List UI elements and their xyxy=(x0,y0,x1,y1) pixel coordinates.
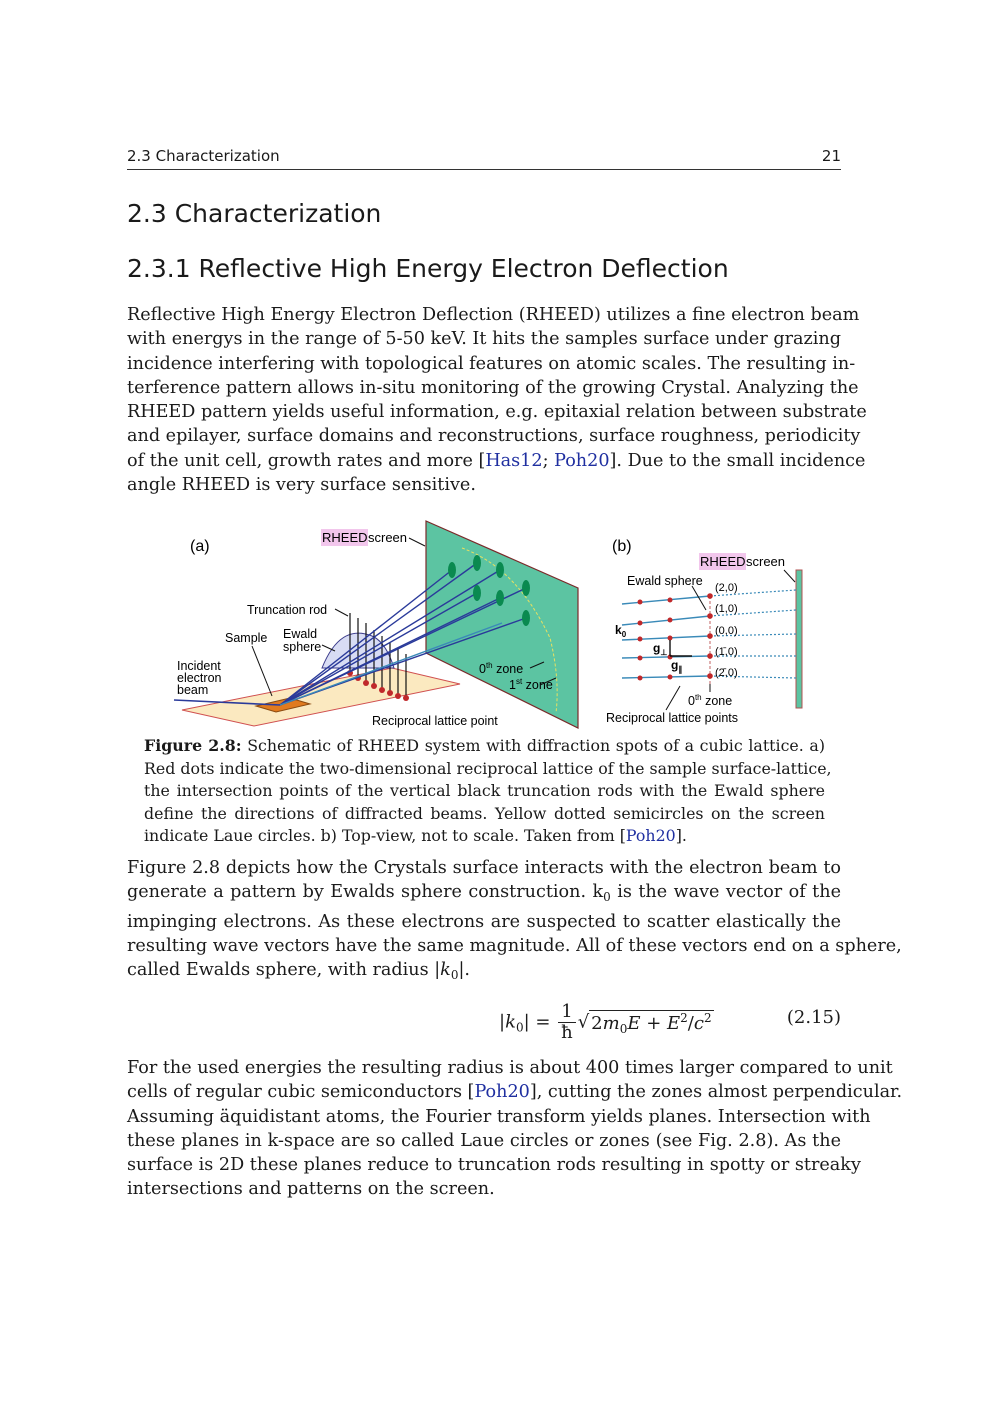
panel-b-label: (b) xyxy=(612,538,632,555)
panel-b xyxy=(606,538,802,725)
rheed-label: RHEED xyxy=(322,530,368,545)
ewald-sphere-label-b: Ewald sphere xyxy=(627,574,703,588)
equation-2-15 xyxy=(127,990,841,1043)
text-line: with energys in the range of 5-50 keV. It hits the samples surface under grazing xyxy=(127,329,841,350)
text-line: resulting wave vectors have the same magnitude. All of these vectors end on a sphere, xyxy=(127,935,902,956)
subsection-title: 2.3.1 Reflective High Energy Electron Deflection xyxy=(127,254,729,283)
text-line: Figure 2.8 depicts how the Crystals surface interacts with the electron beam to xyxy=(127,858,841,878)
text-line: Reflective High Energy Electron Deflection (RHEED) utilizes a fine electron beam xyxy=(127,305,860,325)
truncation-rod-label: Truncation rod xyxy=(247,603,328,617)
caption-line: the intersection points of the vertical black truncation rods with the Ewald sphere xyxy=(144,781,825,801)
text-line: impinging electrons. As these electrons are suspected to scatter elastically the xyxy=(127,911,841,932)
caption-label: Figure 2.8: xyxy=(144,736,242,755)
incident-label-2: electron xyxy=(177,671,222,685)
caption-line: indicate Laue circles. b) Top-view, not to scale. Taken from [Poh20]. xyxy=(144,826,687,846)
index-m2-0: (2̄,0) xyxy=(715,667,738,679)
zone0-label: 0th zone xyxy=(479,661,524,676)
screen-label: screen xyxy=(368,530,408,545)
sample-label: Sample xyxy=(225,631,268,645)
incident-label-3: beam xyxy=(177,683,209,697)
beams-b xyxy=(622,596,710,678)
screen-label-b: screen xyxy=(746,554,786,569)
panel-a-label: (a) xyxy=(190,538,210,555)
text-line: For the used energies the resulting radius is about 400 times larger compared to unit xyxy=(127,1058,893,1078)
text-line: terference pattern allows in-situ monitoring of the growing Crystal. Analyzing the xyxy=(127,377,859,398)
text-line: of the unit cell, growth rates and more [Has12; Poh20]. Due to the small incidence xyxy=(127,450,866,471)
zone1-label: 1st zone xyxy=(509,677,553,692)
paragraph-laue xyxy=(127,1056,903,1202)
index-1-0: (1,0) xyxy=(715,603,738,615)
text-line: these planes in k-space are so called Laue circles or zones (see Fig. 2.8). As the xyxy=(127,1130,841,1151)
text-line: and epilayer, surface domains and reconstructions, surface roughness, periodicity xyxy=(127,426,861,447)
citation-link[interactable]: Has12 xyxy=(485,450,543,471)
citation-link[interactable]: Poh20 xyxy=(554,450,610,471)
panel-a xyxy=(174,521,578,728)
incident-label-1: Incident xyxy=(177,659,221,673)
reciprocal-lattice-point-label: Reciprocal lattice point xyxy=(372,714,498,728)
text-line: incidence interfering with topological features on atomic scales. The resulting in- xyxy=(127,353,856,374)
text-line: angle RHEED is very surface sensitive. xyxy=(127,475,476,496)
ewald-label-1: Ewald xyxy=(283,627,318,641)
text-line: called Ewalds sphere, with radius $|k_0|$. xyxy=(127,960,471,983)
rheed-label-b: RHEED xyxy=(700,554,746,569)
section-title: 2.3 Characterization xyxy=(127,199,382,228)
fraction: $\frac{1}{ħ}$ xyxy=(558,1002,575,1043)
text-line: intersections and patterns on the screen. xyxy=(127,1179,495,1200)
paragraph-rheed-intro xyxy=(127,303,867,497)
running-header-title: 2.3 Characterization xyxy=(127,147,280,165)
caption-line: Figure 2.8: Schematic of RHEED system with diffraction spots of a cubic lattice. a) xyxy=(144,736,826,755)
index-2-0: (2,0) xyxy=(715,582,738,594)
index-m1-0: (1̄,0) xyxy=(715,646,738,658)
equation-body: $|k_0|$ = $\frac{1}{ħ}$ √ $2m_0E + E^2/c^2$ xyxy=(499,1001,712,1043)
ewald-label-2: sphere xyxy=(283,640,322,654)
text-line: surface is 2D these planes reduce to truncation rods resulting in spotty or streaky xyxy=(127,1155,861,1176)
text-line: RHEED pattern yields useful information, e.g. epitaxial relation between substrate xyxy=(127,402,867,423)
citation-link[interactable]: Poh20 xyxy=(625,826,676,846)
reciprocal-lattice-points-label: Reciprocal lattice points xyxy=(606,711,739,725)
zone0-label-b: 0th zone xyxy=(688,693,733,708)
figure-caption xyxy=(144,735,832,848)
caption-line: define the directions of diffracted beams. Yellow dotted semicircles on the screen xyxy=(144,803,825,823)
page-number: 21 xyxy=(821,147,841,165)
k0-label: $k_0$ xyxy=(615,623,627,639)
paragraph-ewald xyxy=(127,856,902,987)
text-line: generate a pattern by Ewalds sphere construction. $k_0$ is the wave vector of the xyxy=(127,882,841,905)
caption-line: Red dots indicate the two-dimensional reciprocal lattice of the sample surface-lattice, xyxy=(144,758,832,778)
radicand: $2m_0E + E^2/c^2$ xyxy=(591,1010,712,1036)
g-perp-label: $g_\perp$ xyxy=(653,641,668,657)
equation-number: (2.15) xyxy=(786,1007,841,1028)
rheed-figure xyxy=(172,518,812,733)
text-line: Assuming äquidistant atoms, the Fourier transform yields planes. Intersection with xyxy=(127,1106,871,1127)
rheed-screen-b xyxy=(796,570,802,708)
text-line: cells of regular cubic semiconductors [Poh20], cutting the zones almost perpendicular. xyxy=(127,1082,903,1103)
g-par-label: $g_\parallel$ xyxy=(671,658,683,674)
index-0-0: (0,0) xyxy=(715,625,738,637)
running-header xyxy=(127,145,841,170)
citation-link[interactable]: Poh20 xyxy=(474,1082,530,1103)
